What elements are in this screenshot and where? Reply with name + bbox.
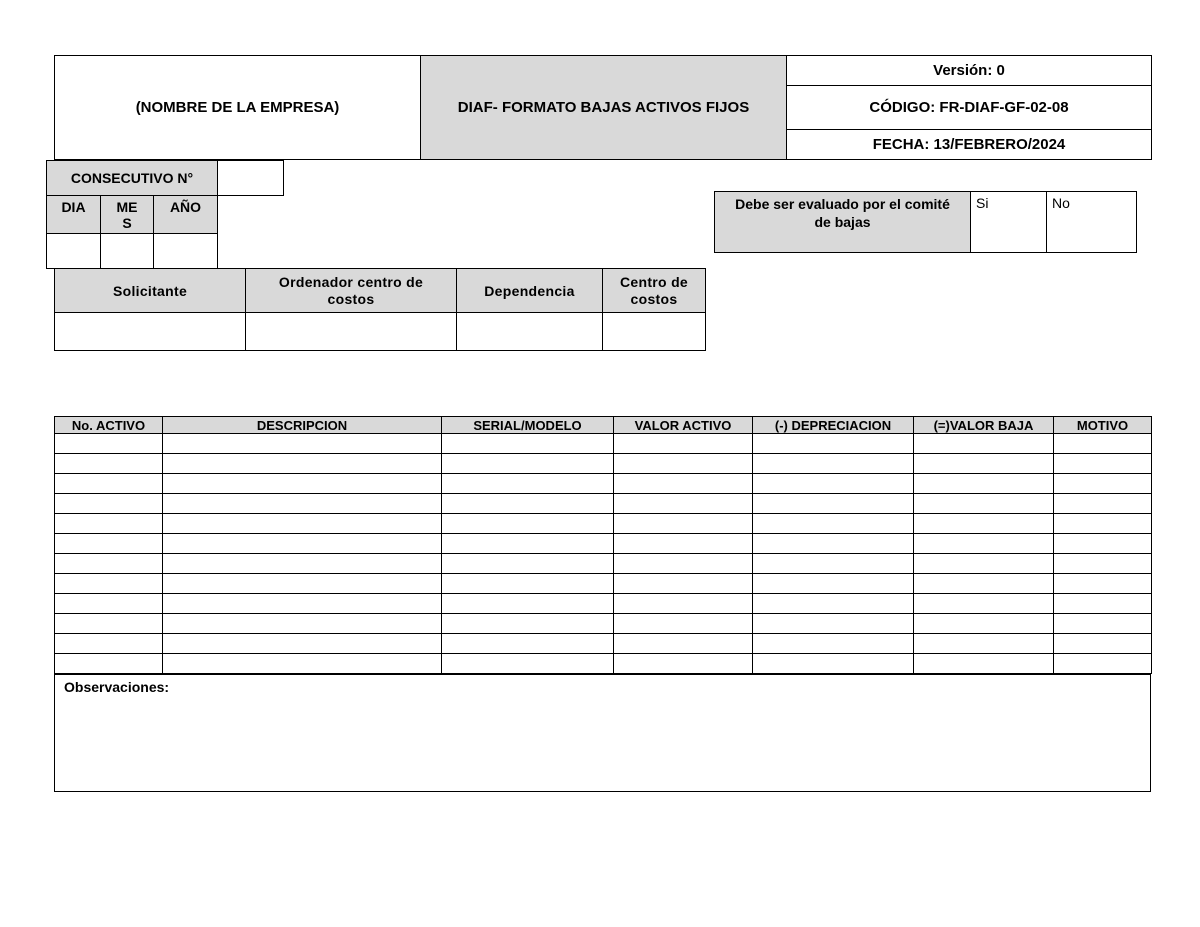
table-row: [55, 454, 1152, 474]
table-cell[interactable]: [442, 614, 614, 634]
solicitante-field[interactable]: [55, 313, 246, 351]
table-cell[interactable]: [753, 614, 914, 634]
table-cell[interactable]: [914, 574, 1054, 594]
table-cell[interactable]: [914, 454, 1054, 474]
table-cell[interactable]: [753, 434, 914, 454]
table-row: [55, 474, 1152, 494]
table-row: [55, 494, 1152, 514]
table-cell[interactable]: [442, 654, 614, 674]
centro-costos-header: Centro de costos: [603, 269, 706, 313]
table-cell[interactable]: [914, 434, 1054, 454]
col-depreciacion: (-) DEPRECIACION: [753, 417, 914, 434]
table-cell[interactable]: [163, 454, 442, 474]
table-cell[interactable]: [163, 634, 442, 654]
table-cell[interactable]: [55, 454, 163, 474]
dia-label: DIA: [47, 196, 101, 234]
table-cell[interactable]: [614, 654, 753, 674]
activos-table: [54, 416, 1152, 674]
code-text: CÓDIGO: FR-DIAF-GF-02-08: [869, 99, 1069, 116]
table-cell[interactable]: [914, 634, 1054, 654]
table-cell[interactable]: [55, 654, 163, 674]
comite-no-option[interactable]: No: [1047, 192, 1137, 253]
table-cell[interactable]: [1054, 514, 1152, 534]
table-cell[interactable]: [914, 494, 1054, 514]
table-cell[interactable]: [442, 454, 614, 474]
table-row: [55, 594, 1152, 614]
table-cell[interactable]: [614, 534, 753, 554]
table-cell[interactable]: [442, 554, 614, 574]
table-cell[interactable]: [55, 494, 163, 514]
ordenador-field[interactable]: [246, 313, 457, 351]
table-cell[interactable]: [55, 514, 163, 534]
table-cell[interactable]: [1054, 534, 1152, 554]
table-cell[interactable]: [163, 534, 442, 554]
anio-label: AÑO: [154, 196, 218, 234]
table-cell[interactable]: [442, 574, 614, 594]
col-descripcion: DESCRIPCION: [163, 417, 442, 434]
mes-field[interactable]: [101, 234, 154, 269]
table-cell[interactable]: [1054, 454, 1152, 474]
comite-table: [714, 191, 1137, 253]
table-row: [55, 574, 1152, 594]
col-no-activo: No. ACTIVO: [55, 417, 163, 434]
observaciones-box[interactable]: [54, 673, 1151, 792]
table-row: [55, 534, 1152, 554]
table-cell[interactable]: [1054, 614, 1152, 634]
table-cell[interactable]: [163, 554, 442, 574]
table-cell[interactable]: [55, 614, 163, 634]
table-cell[interactable]: [614, 614, 753, 634]
table-cell[interactable]: [1054, 574, 1152, 594]
table-cell[interactable]: [614, 514, 753, 534]
consecutivo-table: [46, 160, 284, 269]
consecutivo-spacer-2: [218, 234, 284, 269]
table-cell[interactable]: [914, 474, 1054, 494]
table-cell[interactable]: [1054, 654, 1152, 674]
table-cell[interactable]: [753, 514, 914, 534]
table-cell[interactable]: [753, 474, 914, 494]
table-cell[interactable]: [163, 434, 442, 454]
table-cell[interactable]: [1054, 554, 1152, 574]
centro-costos-field[interactable]: [603, 313, 706, 351]
table-cell[interactable]: [753, 594, 914, 614]
solicitante-header: Solicitante: [55, 269, 246, 313]
col-motivo: MOTIVO: [1054, 417, 1152, 434]
form-title: DIAF- FORMATO BAJAS ACTIVOS FIJOS: [421, 56, 787, 160]
comite-question: Debe ser evaluado por el comité de bajas: [715, 192, 971, 253]
table-cell[interactable]: [442, 434, 614, 454]
table-cell[interactable]: [163, 574, 442, 594]
table-cell[interactable]: [442, 474, 614, 494]
consecutivo-field[interactable]: [218, 161, 284, 196]
consecutivo-label: CONSECUTIVO N°: [47, 161, 218, 196]
table-cell[interactable]: [1054, 494, 1152, 514]
version-label: Versión: 0: [787, 56, 1152, 86]
table-cell[interactable]: [753, 494, 914, 514]
header-table: [54, 55, 1152, 160]
table-row: [55, 514, 1152, 534]
col-valor-baja: (=)VALOR BAJA: [914, 417, 1054, 434]
consecutivo-spacer: [218, 196, 284, 234]
table-cell[interactable]: [55, 554, 163, 574]
dia-field[interactable]: [47, 234, 101, 269]
table-cell[interactable]: [55, 434, 163, 454]
table-cell[interactable]: [163, 594, 442, 614]
comite-yes-option[interactable]: Si: [971, 192, 1047, 253]
dependencia-field[interactable]: [457, 313, 603, 351]
table-cell[interactable]: [614, 554, 753, 574]
table-cell[interactable]: [1054, 434, 1152, 454]
table-cell[interactable]: [753, 534, 914, 554]
table-cell[interactable]: [753, 634, 914, 654]
table-cell[interactable]: [55, 534, 163, 554]
table-cell[interactable]: [753, 654, 914, 674]
table-cell[interactable]: [614, 574, 753, 594]
table-cell[interactable]: [914, 534, 1054, 554]
table-cell[interactable]: [914, 514, 1054, 534]
table-cell[interactable]: [442, 594, 614, 614]
table-cell[interactable]: [442, 494, 614, 514]
table-cell[interactable]: [614, 494, 753, 514]
solicitante-table: [54, 268, 706, 351]
activos-body: [55, 434, 1152, 674]
table-cell[interactable]: [442, 534, 614, 554]
table-cell[interactable]: [614, 474, 753, 494]
table-cell[interactable]: [614, 434, 753, 454]
ordenador-header: Ordenador centro de costos: [246, 269, 457, 313]
table-cell[interactable]: [55, 594, 163, 614]
anio-field[interactable]: [154, 234, 218, 269]
company-name: (NOMBRE DE LA EMPRESA): [55, 56, 421, 160]
col-valor-activo: VALOR ACTIVO: [614, 417, 753, 434]
table-cell[interactable]: [614, 594, 753, 614]
code-label: [787, 86, 1152, 130]
table-cell[interactable]: [753, 454, 914, 474]
table-cell[interactable]: [55, 474, 163, 494]
table-cell[interactable]: [614, 454, 753, 474]
activos-header-row: [55, 417, 1152, 434]
table-cell[interactable]: [614, 634, 753, 654]
table-cell[interactable]: [914, 554, 1054, 574]
table-cell[interactable]: [442, 514, 614, 534]
table-row: [55, 434, 1152, 454]
table-cell[interactable]: [55, 634, 163, 654]
table-cell[interactable]: [914, 614, 1054, 634]
table-cell[interactable]: [163, 494, 442, 514]
table-cell[interactable]: [1054, 474, 1152, 494]
table-cell[interactable]: [1054, 634, 1152, 654]
table-cell[interactable]: [163, 654, 442, 674]
dependencia-header: Dependencia: [457, 269, 603, 313]
table-cell[interactable]: [753, 554, 914, 574]
col-serial-modelo: SERIAL/MODELO: [442, 417, 614, 434]
observaciones-label: Observaciones:: [64, 679, 170, 695]
table-cell[interactable]: [163, 474, 442, 494]
table-cell[interactable]: [753, 574, 914, 594]
table-cell[interactable]: [163, 614, 442, 634]
date-label: FECHA: 13/FEBRERO/2024: [787, 130, 1152, 160]
table-cell[interactable]: [442, 634, 614, 654]
table-row: [55, 654, 1152, 674]
table-cell[interactable]: [914, 654, 1054, 674]
table-row: [55, 634, 1152, 654]
table-cell[interactable]: [914, 594, 1054, 614]
mes-label: ME S: [101, 196, 154, 234]
table-row: [55, 554, 1152, 574]
table-cell[interactable]: [163, 514, 442, 534]
table-cell[interactable]: [1054, 594, 1152, 614]
table-cell[interactable]: [55, 574, 163, 594]
table-row: [55, 614, 1152, 634]
